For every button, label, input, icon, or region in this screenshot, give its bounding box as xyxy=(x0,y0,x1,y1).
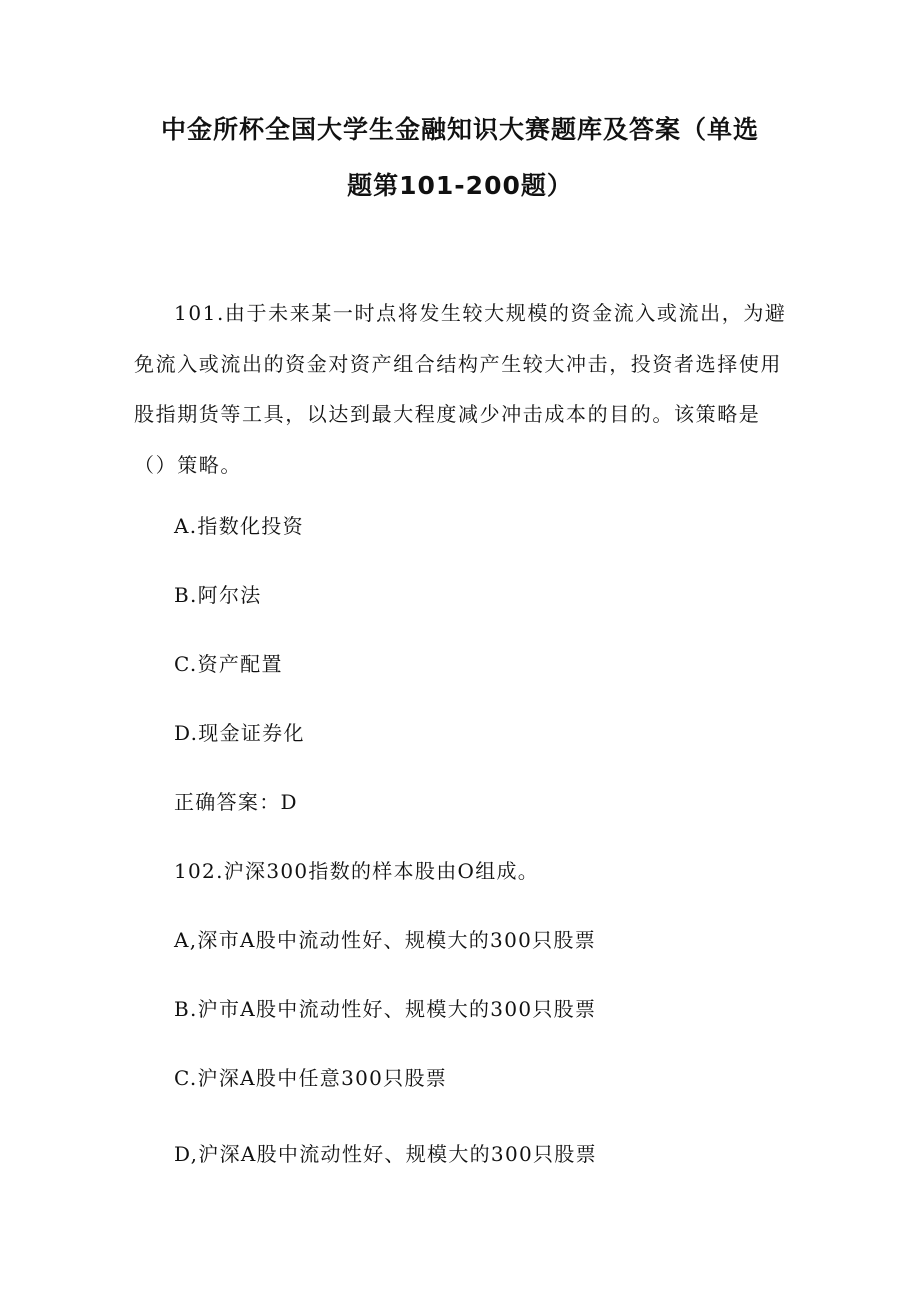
question-101-answer: 正确答案：D xyxy=(174,790,298,814)
document-title xyxy=(120,102,800,214)
question-101-line-4: （）策略。 xyxy=(134,452,242,477)
title-line-1: 中金所杯全国大学生金融知识大赛题库及答案（单选 xyxy=(160,115,759,144)
question-101-option-b: B.阿尔法 xyxy=(174,583,262,607)
question-101-option-a: A.指数化投资 xyxy=(174,514,304,538)
question-101-option-c: C.资产配置 xyxy=(174,652,283,676)
question-102-option-b: B.沪市A股中流动性好、规模大的300只股票 xyxy=(174,997,597,1021)
question-102-option-c: C.沪深A股中任意300只股票 xyxy=(174,1066,448,1090)
question-102-stem: 102.沪深300指数的样本股由O组成。 xyxy=(174,859,540,883)
question-102-option-a: A,深市A股中流动性好、规模大的300只股票 xyxy=(174,928,597,952)
title-line-2: 题第101-200题） xyxy=(347,171,573,200)
question-101-stem xyxy=(134,288,794,490)
question-101-line-3: 股指期货等工具，以达到最大程度减少冲击成本的目的。该策略是 xyxy=(134,402,761,426)
question-101-line-1: 101.由于未来某一时点将发生较大规模的资金流入或流出，为避 xyxy=(174,301,787,325)
question-101-option-d: D.现金证券化 xyxy=(174,721,305,745)
question-101-line-2: 免流入或流出的资金对资产组合结构产生较大冲击，投资者选择使用 xyxy=(134,351,782,376)
question-102-option-d: D,沪深A股中流动性好、规模大的300只股票 xyxy=(174,1142,597,1166)
